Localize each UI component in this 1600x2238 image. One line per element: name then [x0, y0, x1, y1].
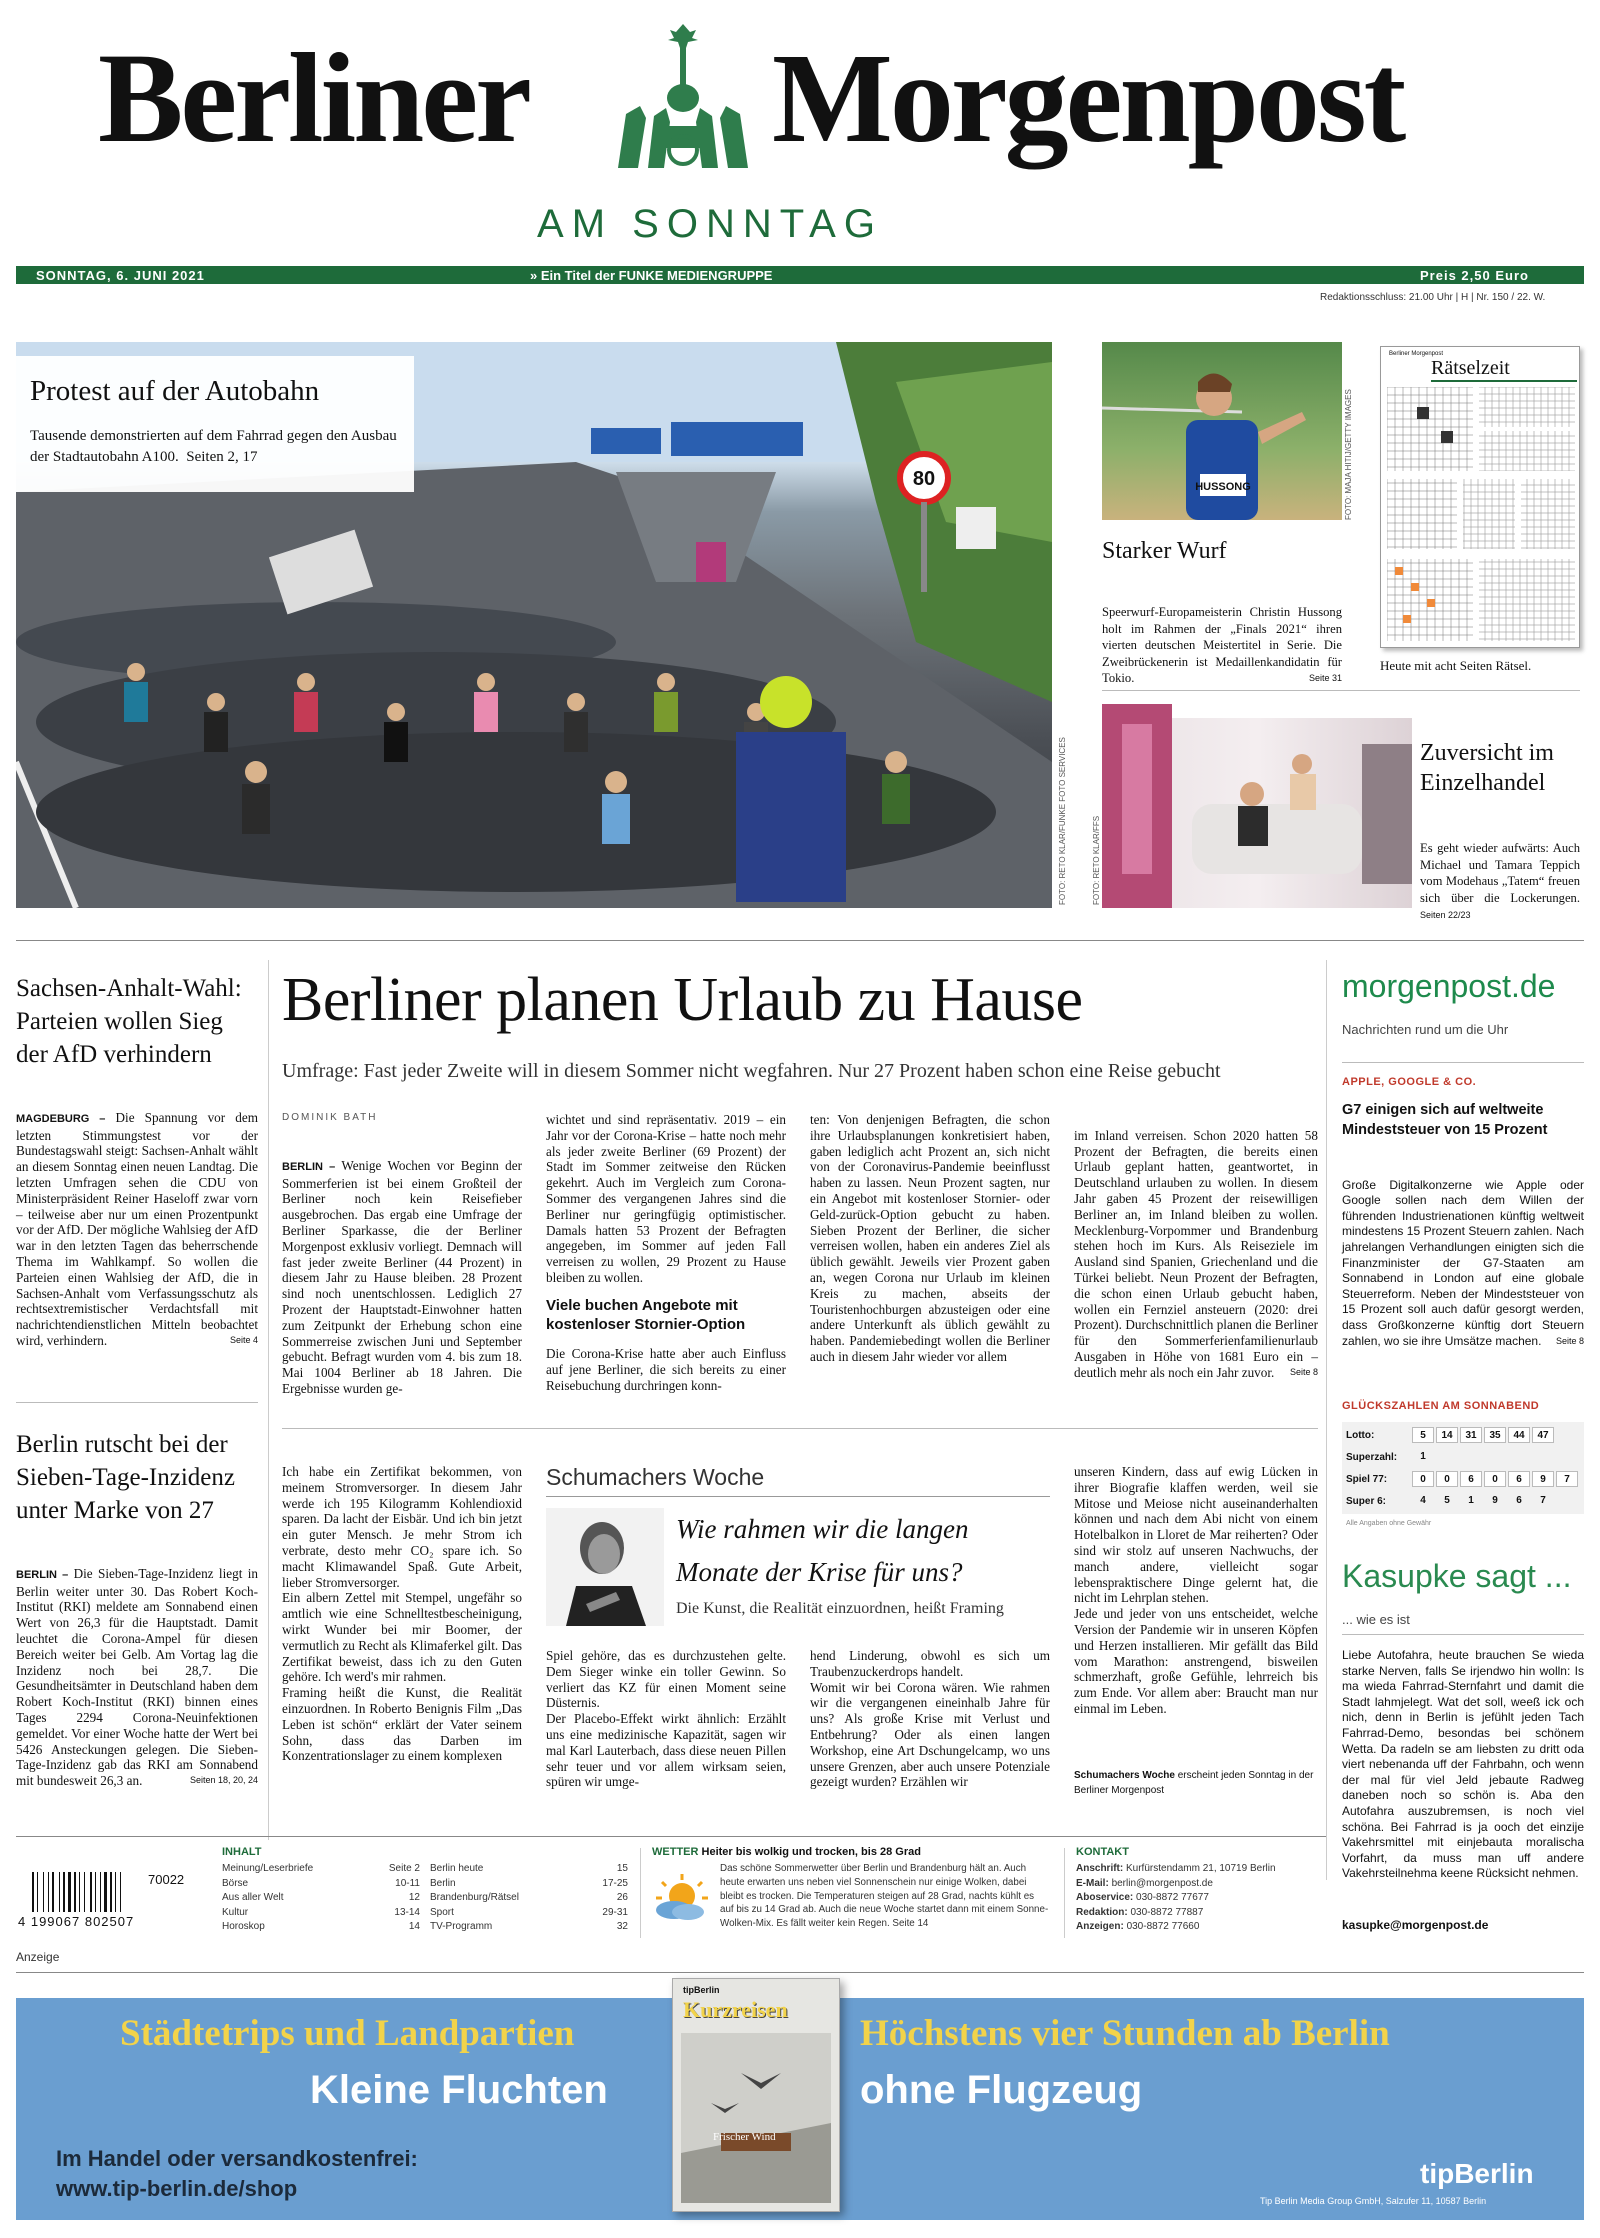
main-col3: ten: Von denjenigen Befragten, die schon ihre Urlaubsplanungen konkretisiert haben, gaben lediglich acht Prozent an, sich nicht von der Coronavirus-Pandemie beeinflusst haben zu lassen. Neun Prozent sagten, nur ein Angebot mit kostenloser Stornier- oder Geld-zurück-Option gebucht zu haben. Sieben Prozent der Berliner, die sicher verreisen wollen, haben ein anderes Ziel als üblich gewählt. Jeweils vier Prozent gaben an, wegen Corona nur Urlaub im kleinen Kreis zu machen, abseits der Touristenhochburgen abzusteigen oder eine andere Unterkunft als üblich gewählt zu haben. Pandemiebedingt wollen die Berliner auch in diesem Jahr wieder vor allem: [810, 1112, 1050, 1364]
inhalt-item-page: 29-31: [602, 1906, 628, 1918]
ad-line2-right: ohne Flugzeug: [860, 2068, 1143, 2112]
magazine-title: Kurzreisen: [683, 1997, 788, 2022]
lotto-number: 1: [1420, 1451, 1426, 1462]
speerwurf-credit: FOTO: MAJA HITIJ/GETTY IMAGES: [1344, 389, 1353, 520]
kasupke-sub: ... wie es ist: [1342, 1612, 1410, 1627]
lotto-number: 44: [1508, 1427, 1530, 1443]
inhalt-list-2: [430, 1862, 628, 1935]
kontakt-label: E-Mail:: [1076, 1877, 1112, 1889]
inhalt-item-name: Berlin heute: [430, 1863, 484, 1874]
kolumne-col1: Ich habe ein Zertifikat bekommen, von meinem Stromversorger. In diesem Jahr werde ich 195 Kilogramm Kohlendioxid sparen. Da lacht der Eisbär. Und ich bin jetzt ein guter Mensch. Je mehr Strom ich verbrate, desto mehr CO₂ spare ich. So macht Klimawandel Spaß. Gute Arbeit, lieber Stromversorger. Ein albern Zettel mit Stempel, ungefähr so amtlich wie eine Schnelltestbescheinigung, wirkt Wunder bei mir Boomer, der vermutlich zu Recht als Klimaferkel gilt. Das Zertifikat beweist, dass ich zu den Guten gehöre. Ich werd's mir rahmen. Framing heißt die Kunst, die Realität einzuordnen. In Roberto Benignis Film „Das Leben ist schön“ erklärt der Vater seinem Sohn, dass das Darben im Konzentrationslager zu einem komplexen: [282, 1464, 522, 1764]
inhalt-item[interactable]: [222, 1862, 420, 1877]
raetsel-preview: [1380, 346, 1580, 648]
price: Preis 2,50 Euro: [1420, 268, 1529, 283]
barcode-bar: [104, 1872, 107, 1912]
athlete-bib: HUSSONG: [1195, 481, 1251, 493]
main-col2b: Die Corona-Krise hatte aber auch Einfluss auf jene Berliner, die sich bereits zu einer Reisebuchung durchringen konn-: [546, 1346, 786, 1393]
edition-info: Redaktionsschluss: 21.00 Uhr | H | Nr. 150 / 22. W.: [1320, 292, 1546, 303]
lead-caption-title: Protest auf der Autobahn: [30, 375, 320, 407]
divider-main-top: [16, 940, 1584, 941]
barcode-bar: [100, 1872, 101, 1912]
lotto-row: [1342, 1424, 1584, 1446]
barcode-bar: [63, 1872, 65, 1912]
barcode-top: 70022: [148, 1872, 185, 1887]
main-col2: wichtet und sind repräsentativ. 2019 – ein Jahr vor der Corona-Krise – hatte noch mehr als jeder zweite Berliner (69 Prozent) der Stadt im Sommer zeitweise den Rücken gekehrt. Auch im Vergleich zum Corona-Sommer des vergangenen Jahres sind die Berliner nur geringfügig optimistischer. Damals hatten 53 Prozent der Befragten angegeben, im Sommer auf jeden Fall verreisen zu wollen, 29 Prozent zu Hause bleiben zu wollen.: [546, 1112, 786, 1285]
kolumne-footer-text: erscheint jeden Sonntag in der Berliner Morgenpost: [1074, 1770, 1314, 1796]
lotto-number: 1: [1468, 1495, 1474, 1506]
divider-right-1: [1102, 690, 1580, 691]
masthead-title-left: Berliner: [98, 27, 529, 169]
speed-sign-text: 80: [912, 468, 936, 490]
kolumne-deck: Die Kunst, die Realität einzuordnen, heißt Framing: [676, 1600, 1004, 1617]
ad-line1-right: Höchstens vier Stunden ab Berlin: [860, 2013, 1390, 2054]
kolumne-title: Wie rahmen wir die langen Monate der Krise für uns?: [676, 1514, 969, 1587]
lotto-number: 6: [1516, 1495, 1522, 1506]
inhalt-item-page: 12: [408, 1892, 420, 1903]
lotto-row: [1342, 1490, 1584, 1512]
lotto-row-label: Lotto:: [1346, 1429, 1375, 1441]
main-ref: Seite 8: [1289, 1366, 1318, 1377]
kolumne-kicker: Schumachers Woche: [546, 1464, 765, 1490]
speerwurf-photo: [1102, 342, 1342, 520]
kontakt-label: Redaktion:: [1076, 1906, 1131, 1918]
lotto-number: 4: [1420, 1495, 1426, 1506]
kolumne-footer-bold: Schumachers Woche: [1074, 1770, 1175, 1781]
barcode-bottom: 4 199067 802507: [18, 1914, 135, 1929]
kontakt-row: [1076, 1877, 1326, 1892]
lotto-number: 0: [1436, 1471, 1458, 1487]
sachsen-body: Die Spannung vor dem letzten Stimmungstest vor der Bundestagswahl steigt: Sachsen-Anhalt wählt an diesem Sonntag einen neuen Landtag. Die letzten Umfragen sehen die CDU von Ministerpräsident Reiner Haseloff zwar vorn – teilweise aber nur um einen Prozentpunkt vor der AfD. Der mögliche Wahlsieg der AfD war in den letzten Tagen das beherrschende Thema im Wahlkampf. So wollen die Parteien einen Wahlsieg der AfD, die in Sachsen-Anhalt vom Verfassungsschutz als rechtsextremistischer Verdachtsfall mit nachrichtendienstlichen Mitteln beobachtet wird, verhindern.: [16, 1109, 258, 1348]
publisher-text: Ein Titel der FUNKE MEDIENGRUPPE: [540, 268, 773, 283]
inhalt-item-page: 10-11: [395, 1877, 420, 1889]
kontakt-label: Anzeigen:: [1076, 1921, 1127, 1932]
online-title: G7 einigen sich auf weltweite Mindeststeuer von 15 Prozent: [1342, 1102, 1548, 1138]
raetsel-caption: Heute mit acht Seiten Rätsel.: [1380, 658, 1532, 673]
sachsen-title: Sachsen-Anhalt-Wahl: Parteien wollen Sieg der AfD verhindern: [16, 975, 242, 1068]
lotto-number: 9: [1492, 1495, 1498, 1506]
barcode-bars: [32, 1872, 146, 1912]
sachsen-dateline: MAGDEBURG –: [16, 1112, 106, 1125]
main-subhead: Umfrage: Fast jeder Zweite will in diesem Sommer nicht wegfahren. Nur 27 Prozent haben schon eine Reise gebucht: [282, 1060, 1221, 1082]
einzelhandel-body: Es geht wieder aufwärts: Auch Michael und Tamara Teppich vom Modehaus „Tatem“ freuen sich über die Lockerungen.: [1420, 841, 1580, 905]
lotto-number: 7: [1540, 1495, 1546, 1506]
inhalt-item[interactable]: [430, 1906, 628, 1921]
main-col1-text: Wenige Wochen vor Beginn der Sommerferien ist bei einem Großteil der Berliner noch kein Reisefieber ausgebrochen. Das ergab eine Umfrage der Berliner Sparkasse, die der Berliner Morgenpost exklusiv vorliegt. Demnach will fast jeder zweite Berliner (44 Prozent) in diesem Jahr zu Hause bleiben. 28 Prozent sind noch unentschlossen. Lediglich 27 Prozent der Hauptstadt-Einwohner hatten zum Zeitpunkt der Erhebung schon eine Sommerreise zwischen Juni und September gebucht. Befragt wurden vom 4. bis zum 18. Mai 1004 Berliner ab 18 Jahren. Die Ergebnisse wurden ge-: [282, 1157, 523, 1396]
lotto-number: 31: [1460, 1427, 1482, 1443]
kasupke-email[interactable]: kasupke@morgenpost.de: [1342, 1918, 1489, 1932]
lotto-number: 0: [1412, 1471, 1434, 1487]
barcode-bar: [84, 1872, 85, 1912]
inhalt-item-page: 15: [616, 1863, 628, 1874]
lotto-row-label: Superzahl:: [1346, 1451, 1398, 1463]
kasupke-title: Kasupke sagt ...: [1342, 1558, 1572, 1594]
barcode-bar: [95, 1872, 96, 1912]
speerwurf-ref: Seite 31: [1308, 673, 1342, 684]
lotto-header: GLÜCKSZAHLEN AM SONNABEND: [1342, 1400, 1540, 1412]
publisher-note: » Ein Titel der FUNKE MEDIENGRUPPE: [530, 268, 773, 283]
kontakt-label: Aboservice:: [1076, 1892, 1137, 1903]
divider-main-bottom: [282, 1428, 1318, 1429]
main-author: DOMINIK BATH: [282, 1112, 378, 1123]
barcode-bar: [74, 1872, 76, 1912]
kontakt-value: 030-8872 77677: [1136, 1892, 1209, 1903]
barcode-bar: [32, 1872, 34, 1912]
inhalt-item[interactable]: [222, 1891, 420, 1906]
online-ref: Seite 8: [1555, 1335, 1584, 1346]
ad-line1-left: Städtetrips und Landpartien: [120, 2013, 575, 2054]
ad-shop-1: Im Handel oder versandkostenfrei:: [56, 2146, 418, 2171]
inhalt-item-name: Sport: [430, 1906, 454, 1918]
weather-icon: [652, 1872, 710, 1922]
kontakt-value: 030-8872 77660: [1126, 1921, 1200, 1932]
inhalt-item-name: Kultur: [222, 1906, 249, 1918]
inhalt-item-page: 14: [408, 1921, 420, 1932]
lotto-number: 35: [1484, 1427, 1506, 1443]
inzidenz-title: Berlin rutscht bei der Sieben-Tage-Inzidenz unter Marke von 27: [16, 1431, 235, 1524]
inhalt-item-name: Aus aller Welt: [222, 1892, 284, 1903]
lead-caption-text: [30, 426, 408, 468]
inhalt-item[interactable]: [430, 1891, 628, 1906]
wetter-header: WETTER: [652, 1846, 699, 1858]
kolumne-col3: hend Linderung, obwohl es sich um Traubenzuckerdrops handelt. Womit wir bei Corona wären. Wie rahmen wir die vergangenen eineinhalb Jahre für uns? Als große Krise mit Verlust und Entbehrung? Oder als einen langen Workshop, eine Art Dschungelcamp, wo uns unsere Grenzen, aber auch unsere Potenziale gezeigt wurden? Erzählen wir: [810, 1648, 1050, 1790]
kasupke-text: Liebe Autofahra, heute brauchen Se wieda starke Nerven, falls Se irjendwo hin wolln: Is ma wieda Fahrrad-Sternfahrt und damit die Stadt lahmjelegt. Wat det soll, weeß ick och nich, denn in Berlin is jefühlt jeden Tach Fahrrad-Demo, besondas bei schönem Wetta. Da radeln se am liebsten zu dritt oda viert nebenanda uff der Fahrbahn, och wenn der mal für viel Jeld jebaute Radweg daneben noch so schön is. Aba den Autofahra auszubremsen, is noch viel schöna. Bei Fahrrad is ja ooch det einzije Vakehrsmittel mit einjebauta moralischa Vorfahrt, da muss man uff andere Vakehrsteilnehma keene Rücksicht nehmen.: [1342, 1648, 1584, 1881]
einzelhandel-credit: FOTO: RETO KLAR/FFS: [1092, 815, 1101, 905]
raetsel-grids: [1387, 387, 1575, 643]
lotto-number: 6: [1460, 1471, 1482, 1487]
kontakt-row: [1076, 1920, 1326, 1935]
lead-photo-credit: FOTO: RETO KLAR/FUNKE FOTO SERVICES: [1058, 737, 1067, 905]
ad-brand: tipBerlin: [1420, 2158, 1534, 2189]
barcode-bar: [120, 1872, 121, 1912]
barcode-bar: [37, 1872, 38, 1912]
barcode-bar: [68, 1872, 71, 1912]
barcode-bar: [48, 1872, 49, 1912]
einzelhandel-title: Zuversicht im Einzelhandel: [1420, 740, 1554, 796]
kontakt-label: Anschrift:: [1076, 1863, 1126, 1874]
speerwurf-title: Starker Wurf: [1102, 538, 1227, 564]
wetter-text: Das schöne Sommerwetter über Berlin und Brandenburg hält an. Auch heute erwarten uns neben viel Sonnenschein nur einige Wolken, dabei bleibt es trocken. Die Temperaturen steigen auf 28 Grad, nachts kühlt es auf bis zu 14 Grad ab. Auch die neue Woche startet dann mit einem Sonne-Wolken-Mix. Es fällt weiter kein Regen. Seite 14: [720, 1863, 1049, 1930]
einzelhandel-photo: [1102, 704, 1412, 908]
barcode-bar: [59, 1872, 60, 1912]
online-rule: [1342, 1062, 1584, 1063]
kontakt-value: berlin@morgenpost.de: [1111, 1877, 1213, 1889]
masthead-title-right: Morgenpost: [772, 27, 1404, 169]
kontakt-row: [1076, 1891, 1326, 1906]
inhalt-item-page: 17-25: [602, 1877, 628, 1889]
issue-date: SONNTAG, 6. JUNI 2021: [36, 268, 205, 283]
inhalt-item-name: Meinung/Leserbriefe: [222, 1863, 314, 1874]
lotto-number: 6: [1508, 1471, 1530, 1487]
speerwurf-text: [1102, 588, 1342, 686]
info-rule-2: [1064, 1848, 1065, 1938]
inhalt-item-name: Berlin: [430, 1877, 456, 1889]
inhalt-item[interactable]: [222, 1906, 420, 1921]
online-kicker: APPLE, GOOGLE & CO.: [1342, 1076, 1477, 1088]
inhalt-item-name: Brandenburg/Rätsel: [430, 1892, 519, 1903]
main-dateline: BERLIN –: [282, 1160, 336, 1173]
lotto-number: 47: [1532, 1427, 1554, 1443]
barcode-bar: [79, 1872, 80, 1912]
lotto-number: 0: [1484, 1471, 1506, 1487]
speerwurf-scene: [1102, 342, 1342, 520]
inhalt-item[interactable]: [430, 1920, 628, 1935]
inhalt-list-1: [222, 1862, 420, 1935]
lotto-number: 9: [1532, 1471, 1554, 1487]
lotto-number: 5: [1412, 1427, 1434, 1443]
divider-ad-top: [16, 1972, 1584, 1973]
info-rule-1: [640, 1848, 641, 1938]
magazine-sub: Frischer Wind: [713, 2131, 776, 2143]
dateline-bar: [16, 266, 1584, 284]
kolumne-portrait: [546, 1508, 664, 1626]
online-body: Große Digitalkonzerne wie Apple oder Google sollen nach dem Willen der führenden Industrienationen künftig weltweit mindestens 15 Prozent Steuern zahlen. Nach jahrelangen Verhandlungen einigten sich die Finanzminister der G7-Staaten am Sonnabend in London auf eine globale Steuerreform. Neben der Mindeststeuer von 15 Prozent soll auch dafür gesorgt werden, dass Großkonzerne künftig dort Steuern zahlen, wo sie ihre Umsätze machen.: [1342, 1177, 1584, 1348]
kontakt-row: [1076, 1906, 1326, 1921]
kontakt-list: [1076, 1862, 1326, 1935]
barcode-bar: [110, 1872, 112, 1912]
kasupke-rule: [1342, 1634, 1584, 1635]
lead-caption-body: Tausende demonstrierten auf dem Fahrrad gegen den Ausbau der Stadtautobahn A100.: [30, 428, 397, 465]
main-col2-subhead: Viele buchen Angebote mit kostenloser Stornier-Option: [546, 1297, 746, 1333]
kontakt-value: 030-8872 77887: [1130, 1906, 1204, 1918]
speerwurf-body: Speerwurf-Europameisterin Christin Hussong holt im Rahmen der „Finals 2021“ ihren vierten deutschen Meistertitel in Serie. Die Zweibrückenerin ist Medaillenkandidatin für Tokio.: [1102, 605, 1342, 686]
divider-info-top: [16, 1836, 1326, 1837]
ad-address: Tip Berlin Media Group GmbH, Salzufer 11, 10587 Berlin: [1260, 2196, 1487, 2206]
raetsel-title: Rätselzeit: [1431, 357, 1577, 382]
divider-left-1: [16, 1402, 258, 1403]
wetter-heading: [652, 1846, 921, 1858]
magazine-brand: tipBerlin: [683, 1985, 720, 1995]
quadriga-logo: [598, 18, 768, 168]
raetsel-header: Berliner Morgenpost: [1389, 351, 1444, 357]
online-tagline: Nachrichten rund um die Uhr: [1342, 1022, 1509, 1037]
inzidenz-ref: Seiten 18, 20, 24: [189, 1775, 258, 1786]
kontakt-header: KONTAKT: [1076, 1846, 1129, 1858]
kolumne-kicker-rule: [546, 1496, 1050, 1497]
ad-shop-2[interactable]: www.tip-berlin.de/shop: [56, 2176, 298, 2201]
lotto-row-label: Spiel 77:: [1346, 1473, 1388, 1485]
vertical-rule-left: [268, 960, 269, 1840]
inhalt-item-page: 13-14: [394, 1906, 420, 1918]
barcode-bar: [52, 1872, 54, 1912]
inzidenz-body: Die Sieben-Tage-Inzidenz liegt in Berlin weiter unter 30. Das Robert Koch-Institut (RKI) meldete am Sonnabend einen Wert von 26,3 für die Hauptstadt. Damit leuchtet die Corona-Ampel für diesen Bereich weiter bei Gelb. Am Vortag lag die Inzidenz noch bei 28,7. Die Gesundheitsämter in Deutschland haben dem Robert Koch-Institut (RKI) binnen eines Tages 2294 Corona-Neuinfektionen gemeldet. Vor einer Woche hatte der Wert bei 5426 Ansteckungen gelegen. Die Sieben-Tage-Inzidenz gab das RKI am Sonnabend mit bundesweit 26,3 an.: [16, 1565, 259, 1789]
kolumne-col2: Spiel gehöre, das es durchzustehen gelte. Dem Sieger winke ein toller Gewinn. So verliert das KZ für einen Moment seine Düsternis. Der Placebo-Effekt wirkt ähnlich: Erzählt uns eine medizinische Kapazität, sagen wir mal Karl Lauterbach, dass diese neuen Pillen sehr teuer und vor allem wirksam seien, spüren wir umge-: [546, 1648, 786, 1790]
lotto-row: [1342, 1446, 1584, 1468]
inhalt-item[interactable]: [222, 1877, 420, 1892]
inzidenz-dateline: BERLIN –: [16, 1568, 69, 1581]
einzelhandel-scene: [1102, 704, 1412, 908]
vertical-rule-right: [1326, 960, 1327, 1880]
kolumne-footer: [1074, 1768, 1318, 1798]
lead-caption-ref: Seiten 2, 17: [186, 449, 258, 465]
inhalt-item[interactable]: [430, 1862, 628, 1877]
inhalt-header: INHALT: [222, 1846, 262, 1858]
lotto-number: 14: [1436, 1427, 1458, 1443]
sachsen-ref: Seite 4: [229, 1334, 258, 1345]
lotto-row: [1342, 1468, 1584, 1490]
einzelhandel-text: [1420, 824, 1580, 923]
inhalt-item-name: Börse: [222, 1877, 249, 1889]
ad-magazine: [672, 1978, 840, 2212]
main-col4-text: im Inland verreisen. Schon 2020 hatten 58 Prozent der Befragten, die bereits einen Urlaub geplant hatten, geantwortet, in Deutschland urlauben zu wollen. In diesem Jahr gaben 45 Prozent der reisewilligen Berliner an, im Inland bleiben zu wollen. Mecklenburg-Vorpommer und Brandenburg stehen hoch im Kurs. Als Reiseziele im Ausland sind Spanien, Griechenland und die Türkei beliebt. Neun Prozent der Befragten, die schon einen Urlaub gebucht haben, wollen ein Fernziel ansteuern (2020: drei Prozent). Durchschnittlich planen die Berliner für den Sommerferienfamilienurlaub Ausgaben in Höhe von 1681 Euro ein – deutlich mehr als noch ein Jahr zuvor.: [1074, 1127, 1318, 1380]
inzidenz-text: [16, 1550, 258, 1789]
lotto-note: Alle Angaben ohne Gewähr: [1346, 1520, 1432, 1527]
barcode-bar: [90, 1872, 92, 1912]
inhalt-item-page: Seite 2: [388, 1863, 420, 1874]
lotto-number: 7: [1556, 1471, 1578, 1487]
main-headline: Berliner planen Urlaub zu Hause: [282, 966, 1083, 1034]
inhalt-item-page: 26: [616, 1892, 628, 1903]
inhalt-item-name: Horoskop: [222, 1921, 265, 1932]
kontakt-value: Kurfürstendamm 21, 10719 Berlin: [1126, 1863, 1276, 1874]
wetter-title: Heiter bis wolkig und trocken, bis 28 Grad: [701, 1846, 921, 1858]
barcode: [16, 1872, 206, 1932]
barcode-bar: [43, 1872, 44, 1912]
kontakt-row: [1076, 1862, 1326, 1877]
main-col4: [1074, 1112, 1318, 1381]
sachsen-text: [16, 1094, 258, 1349]
ad-label: Anzeige: [16, 1950, 60, 1964]
online-text: [1342, 1162, 1584, 1349]
inhalt-item[interactable]: [430, 1877, 628, 1892]
online-brand[interactable]: morgenpost.de: [1342, 968, 1556, 1004]
inhalt-item-page: 32: [616, 1921, 628, 1932]
kolumne-col4: unseren Kindern, dass auf ewig Lücken in ihrer Biografie klaffen werden, weil sie Mitose und Meiose nicht auseinanderhalten können und nach dem Abi nicht von einem Hotelbalkon in Lloret de Mar reiherten? Oder sind wir stolz auf unseren Nachwuchs, der manch andere, vielleicht sogar lebenspraktischere Dinge gelernt hat, die nicht im Lehrplan stehen. Jede und jeder von uns entscheidet, welche Version der Pandemie wir in unseren Köpfen und Herzen installieren. Mir gefällt das Bild vom Marathon: anstrengend, bisweilen schmerzhaft, große Gefühle, lehrreich bis zum Ende. Vor allem aber: Braucht man nur einmal im Leben.: [1074, 1464, 1318, 1716]
inhalt-item-name: TV-Programm: [430, 1921, 493, 1932]
lotto-rows: [1342, 1424, 1584, 1512]
barcode-bar: [115, 1872, 116, 1912]
main-col1: [282, 1142, 522, 1397]
magazine-cover-art: [681, 2033, 831, 2203]
einzelhandel-ref: Seiten 22/23: [1420, 910, 1471, 921]
lotto-row-label: Super 6:: [1346, 1495, 1387, 1507]
lotto-number: 5: [1444, 1495, 1450, 1506]
ad-line2-left: Kleine Fluchten: [310, 2068, 608, 2112]
inhalt-item[interactable]: [222, 1920, 420, 1935]
masthead-subtitle: AM SONNTAG: [537, 202, 883, 246]
